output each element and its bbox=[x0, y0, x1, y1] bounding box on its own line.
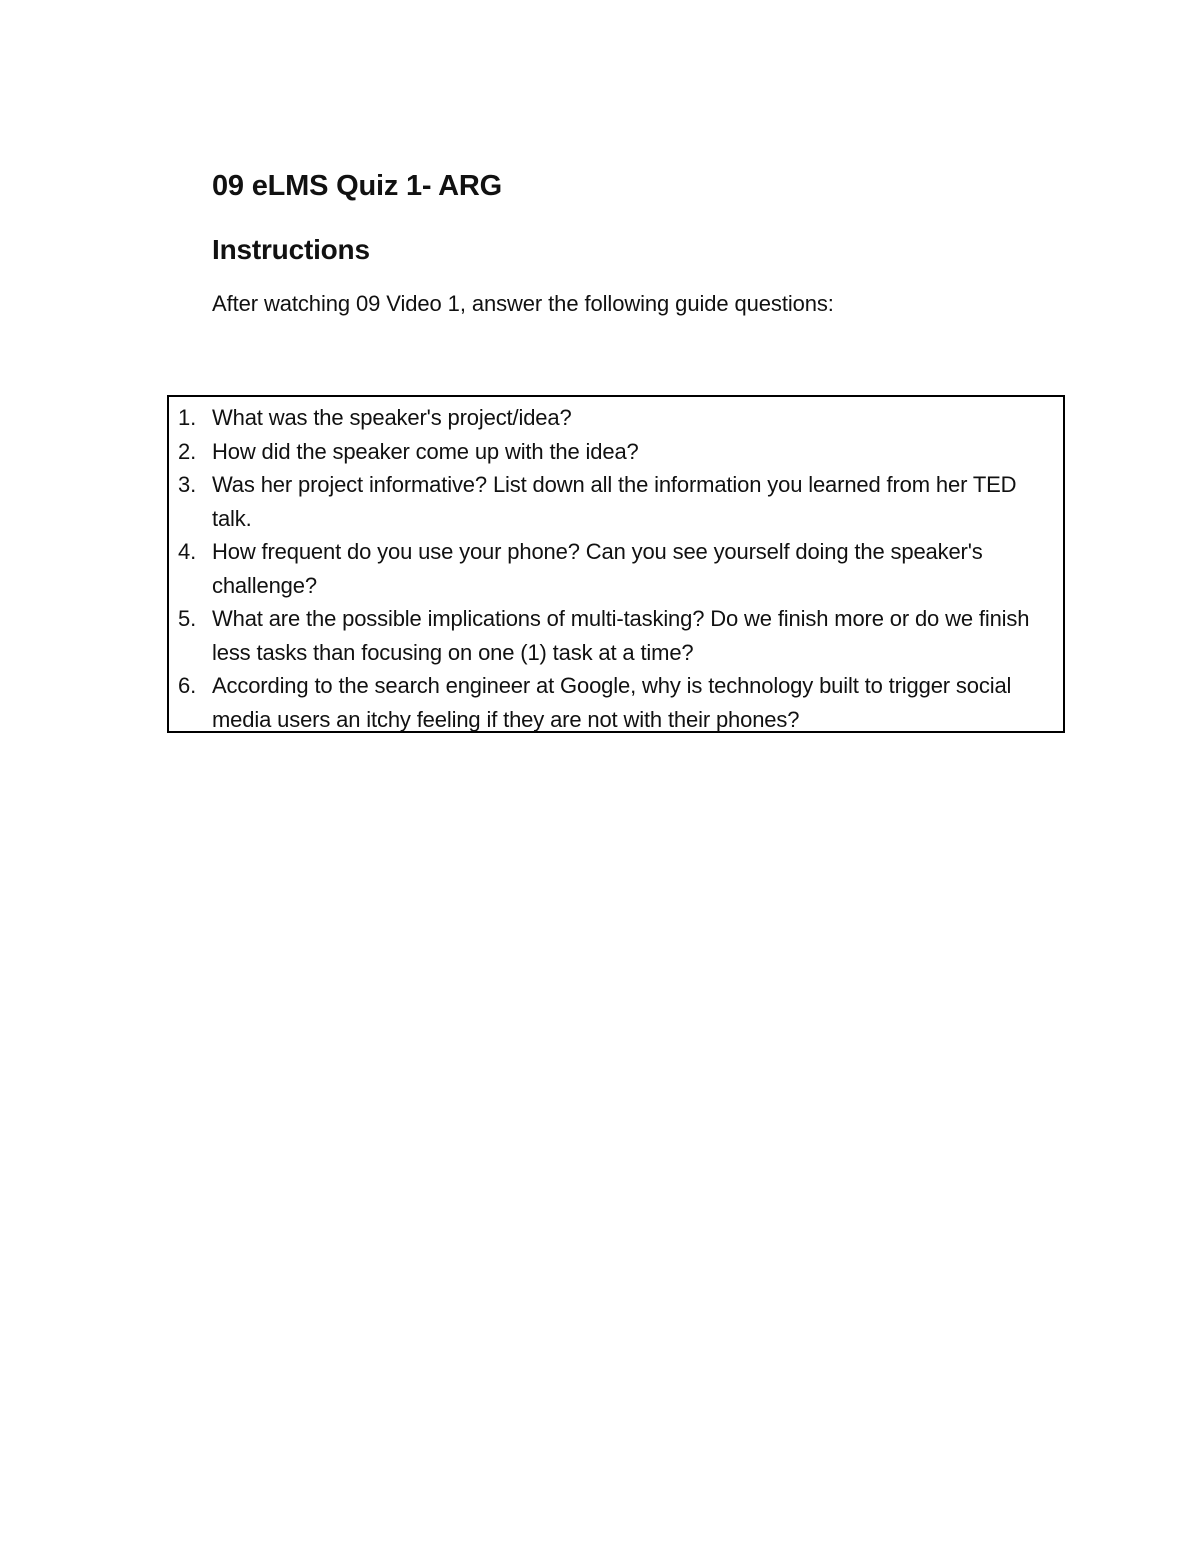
question-item bbox=[169, 535, 1063, 602]
question-item bbox=[169, 435, 1063, 469]
question-number: 3. bbox=[178, 472, 197, 497]
instructions-heading: Instructions bbox=[212, 234, 370, 265]
question-number: 5. bbox=[178, 606, 197, 631]
question-text: How frequent do you use your phone? Can you see yourself doing the speaker's challenge? bbox=[212, 539, 983, 598]
question-item bbox=[169, 669, 1063, 736]
question-text: Was her project informative? List down all the information you learned from her TED talk. bbox=[212, 472, 1017, 531]
question-item bbox=[169, 602, 1063, 669]
question-item bbox=[169, 401, 1063, 435]
question-text: What are the possible implications of multi-tasking? Do we finish more or do we finish less tasks than focusing on one (1) task at a time? bbox=[212, 606, 1030, 665]
instructions-text: After watching 09 Video 1, answer the following guide questions: bbox=[212, 291, 834, 316]
question-text: According to the search engineer at Google, why is technology built to trigger social media users an itchy feeling if they are not with their phones? bbox=[212, 673, 1012, 732]
questions-list bbox=[169, 401, 1063, 736]
quiz-title: 09 eLMS Quiz 1- ARG bbox=[212, 170, 503, 202]
question-text: What was the speaker's project/idea? bbox=[212, 405, 572, 430]
question-item bbox=[169, 468, 1063, 535]
question-number: 4. bbox=[178, 539, 197, 564]
question-number: 1. bbox=[178, 405, 197, 430]
question-text: How did the speaker come up with the idea? bbox=[212, 438, 639, 464]
question-number: 6. bbox=[178, 673, 197, 698]
question-number: 2. bbox=[178, 438, 197, 464]
questions-box bbox=[167, 395, 1065, 733]
